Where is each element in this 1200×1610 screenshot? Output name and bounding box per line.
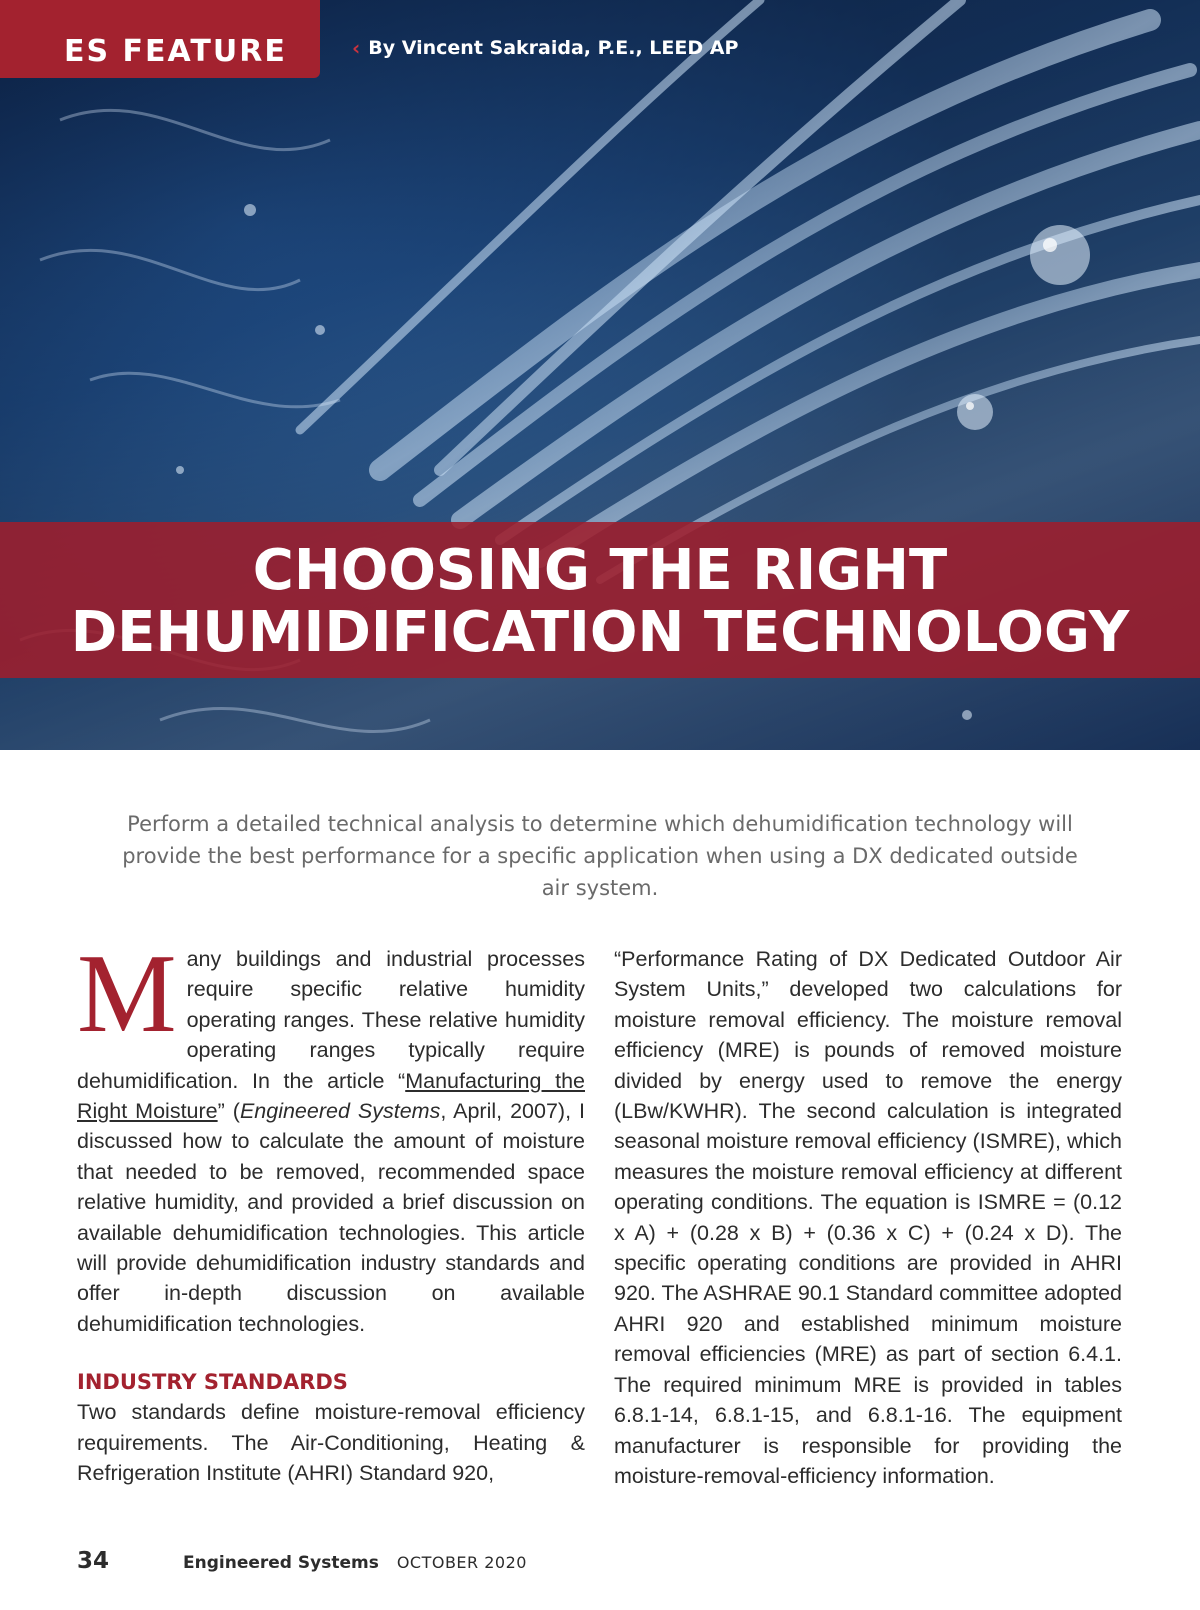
body-column-left [77, 932, 586, 1489]
byline-text: By Vincent Sakraida, P.E., LEED AP [368, 37, 739, 59]
article-title [0, 540, 1200, 664]
standards-paragraph: Two standards define moisture-removal efficiency requirements. The Air-Conditioning, Heating & Refrigeration Institute (AHRI) Standard 920, [77, 1400, 585, 1486]
intro-text-c: , April, 2007), I discussed how to calculate the amount of moisture that needed to be removed, recommended space relative humidity, and provided a brief discussion on available dehumidification technologies. This article will provide dehumidification industry standards and offer in-depth discussion on available dehumidification technologies. [77, 1099, 586, 1336]
byline [352, 36, 738, 60]
article-deck: Perform a detailed technical analysis to determine which dehumidification technology will provide the best performance for a specific application when using a DX dedicated outside air system. [122, 812, 1078, 900]
section-tag-label: ES FEATURE [64, 34, 287, 69]
drop-cap: M [77, 932, 177, 1056]
hero-image [0, 0, 1200, 750]
intro-paragraph [77, 932, 586, 1339]
publication-name: Engineered Systems [183, 1553, 379, 1573]
article-link-manufacturing-the-right-moisture[interactable]: Manufacturing the Right Moisture [77, 1068, 585, 1124]
issue-date: OCTOBER 2020 [396, 1553, 527, 1572]
intro-text-a: any buildings and industrial processes require specific relative humidity operating ranges. These relative humidity operating ranges typically require dehumidification. In the article “ [77, 947, 585, 1093]
section-tag [0, 0, 320, 78]
page-footer [77, 1548, 527, 1574]
subhead-industry-standards: INDUSTRY STANDARDS [77, 1370, 348, 1395]
ahri-paragraph: “Performance Rating of DX Dedicated Outdoor Air System Units,” developed two calculations for moisture removal efficiency. The moisture removal efficiency (MRE) is pounds of removed moisture divided by energy used to remove the energy (LBw/KWHR). The second calculation is integrated seasonal moisture removal efficiency (ISMRE), which measures the moisture removal efficiency at different operating conditions. The equation is ISMRE = (0.12 x A) + (0.28 x B) + (0.36 x C) + (0.24 x D). The specific operating conditions are provided in AHRI 920. The ASHRAE 90.1 Standard committee adopted AHRI 920 and established minimum moisture removal efficiencies (MRE) as part of section 6.4.1. The required minimum MRE is provided in tables 6.8.1-14, 6.8.1-15, and 6.8.1-16. The equipment manufacturer is responsible for providing the moisture-removal-efficiency information. [614, 947, 1122, 1488]
page-number: 34 [77, 1548, 110, 1574]
body-column-right [614, 944, 1122, 1491]
title-band [0, 522, 1200, 678]
chevron-left-icon: ‹ [352, 36, 361, 60]
article-title-line-1: CHOOSING THE RIGHT [252, 538, 948, 603]
publication-name-inline: Engineered Systems [239, 1099, 441, 1124]
article-title-line-2: DEHUMIDIFICATION TECHNOLOGY [70, 600, 1130, 665]
intro-text-b: ” ( [217, 1099, 240, 1124]
